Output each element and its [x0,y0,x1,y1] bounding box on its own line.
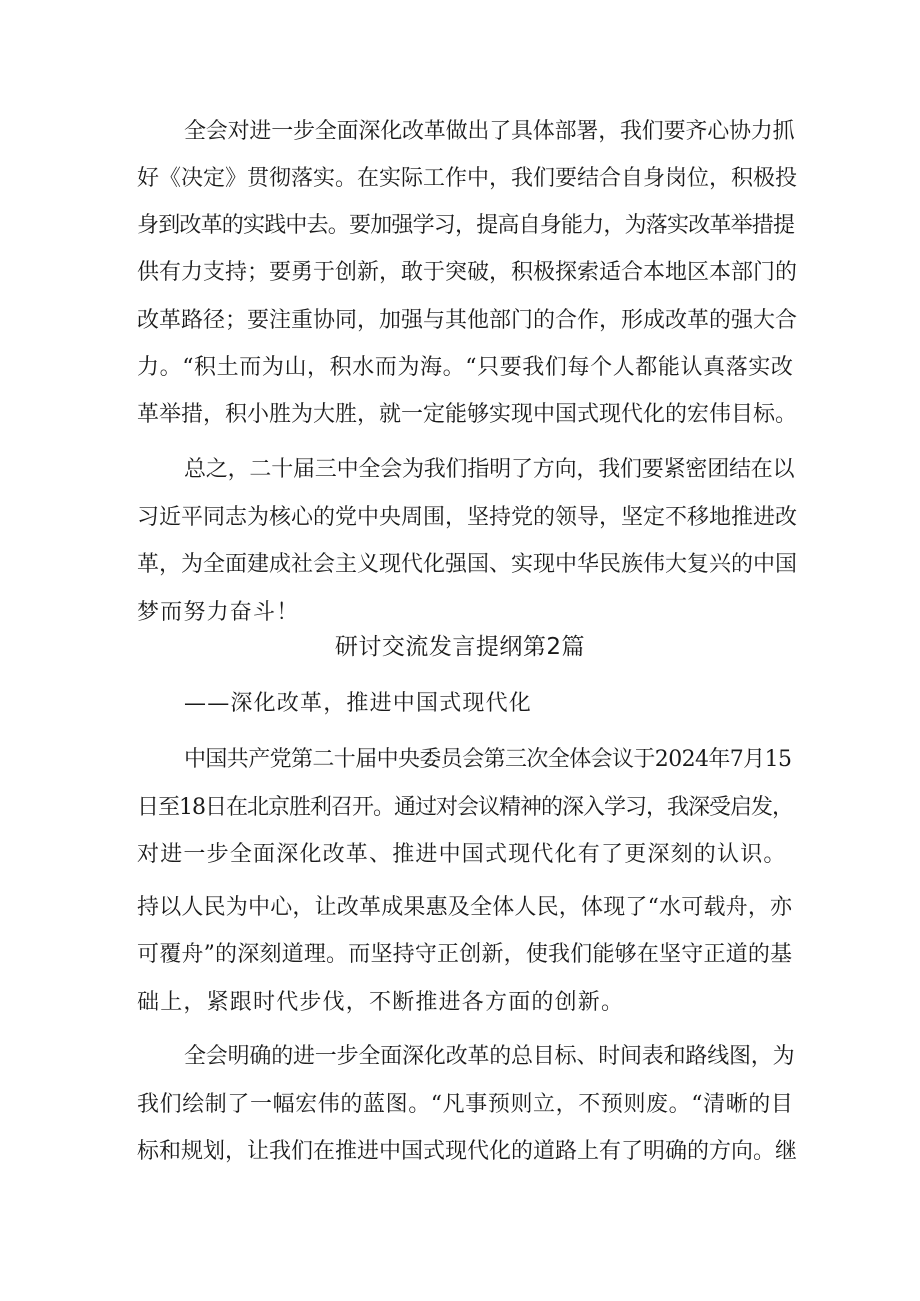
para3-line-2: 日至18日在北京胜利召开。通过对会议精神的深入学习，我深受启发， [137,795,793,820]
subtitle: ——深化改革，推进中国式现代化 [184,691,533,716]
para4-line-2: 可覆舟”的深刻道理。而坚持守正创新，使我们能够在坚守正道的基 [137,942,793,967]
para3-line-3: 对进一步全面深化改革、推进中国式现代化有了更深刻的认识。 [137,842,787,867]
section-title: 研讨交流发言提纲第2篇 [334,634,586,660]
para2-line-3: 革，为全面建成社会主义现代化强国、实现中华民族伟大复兴的中国 [137,552,798,577]
para2-line-1: 总之，二十届三中全会为我们指明了方向，我们要紧密团结在以 [184,457,795,482]
para5-line-2: 我们绘制了一幅宏伟的蓝图。“凡事预则立，不预则废。“清晰的目 [137,1092,794,1117]
para1-line-4: 供有力支持；要勇于创新，敢于突破，积极探索适合本地区本部门的 [137,260,798,285]
para1-line-6: 力。“积土而为山，积水而为海。“只要我们每个人都能认真落实改 [137,355,794,380]
para2-line-2: 习近平同志为核心的党中央周围，坚持党的领导，坚定不移地推进改 [137,505,798,530]
para1-line-3: 身到改革的实践中去。要加强学习，提高自身能力，为落实改革举措提 [137,213,795,238]
para2-line-4: 梦而努力奋斗！ [137,600,300,625]
para3-line-1: 中国共产党第二十届中央委员会第三次全体会议于2024年7月15 [184,747,792,772]
para1-line-7: 革举措，积小胜为大胜，就一定能够实现中国式现代化的宏伟目标。 [137,402,798,427]
para5-line-3: 标和规划，让我们在推进中国式现代化的道路上有了明确的方向。继 [137,1139,798,1164]
para5-line-1: 全会明确的进一步全面深化改革的总目标、时间表和路线图，为 [184,1044,795,1069]
para4-line-1: 持以人民为中心，让改革成果惠及全体人民，体现了“水可载舟，亦 [137,895,793,920]
para1-line-2: 好《决定》贯彻落实。在实际工作中，我们要结合自身岗位，积极投 [137,166,798,191]
para1-line-1: 全会对进一步全面深化改革做出了具体部署，我们要齐心协力抓 [184,119,795,144]
para4-line-3: 础上，紧跟时代步伐，不断推进各方面的创新。 [137,990,625,1015]
para1-line-5: 改革路径；要注重协同，加强与其他部门的合作，形成改革的强大合 [137,308,798,333]
